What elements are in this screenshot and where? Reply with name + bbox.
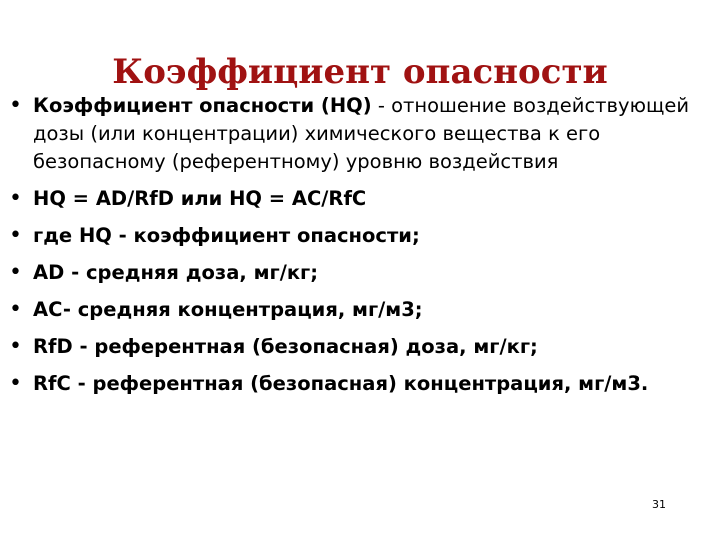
bullet-bold-text: Коэффициент опасности (HQ)	[33, 94, 372, 117]
bullet-dot-icon: •	[9, 260, 22, 285]
bullet-item	[0, 370, 690, 398]
bullet-bold-text: HQ = AD/RfD или HQ = AC/RfC	[33, 187, 367, 210]
bullet-dot-icon: •	[9, 223, 22, 248]
bullet-dot-icon: •	[9, 334, 22, 359]
slide-title: Коэффициент опасности	[112, 52, 608, 92]
bullet-bold-text: RfC - референтная (безопасная) концентрация, мг/м3.	[33, 372, 649, 395]
bullet-item	[0, 296, 690, 324]
bullet-bold-text: AC- средняя концентрация, мг/м3;	[33, 298, 423, 321]
bullet-normal-text: - отношение воздействующей дозы (или концентрации) химического вещества к его безопасному (референтному) уровню воздействия	[33, 94, 690, 173]
bullet-item	[0, 333, 690, 361]
bullet-list	[0, 92, 690, 407]
bullet-bold-text: RfD - референтная (безопасная) доза, мг/кг;	[33, 335, 538, 358]
bullet-bold-text: где HQ - коэффициент опасности;	[33, 224, 420, 247]
bullet-dot-icon: •	[9, 297, 22, 322]
bullet-dot-icon: •	[9, 371, 22, 396]
bullet-item	[0, 222, 690, 250]
bullet-dot-icon: •	[9, 93, 22, 118]
bullet-item	[0, 259, 690, 287]
bullet-item	[0, 185, 690, 213]
bullet-bold-text: AD - средняя доза, мг/кг;	[33, 261, 319, 284]
bullet-item	[0, 92, 690, 176]
page-number: 31	[652, 498, 666, 511]
bullet-dot-icon: •	[9, 186, 22, 211]
